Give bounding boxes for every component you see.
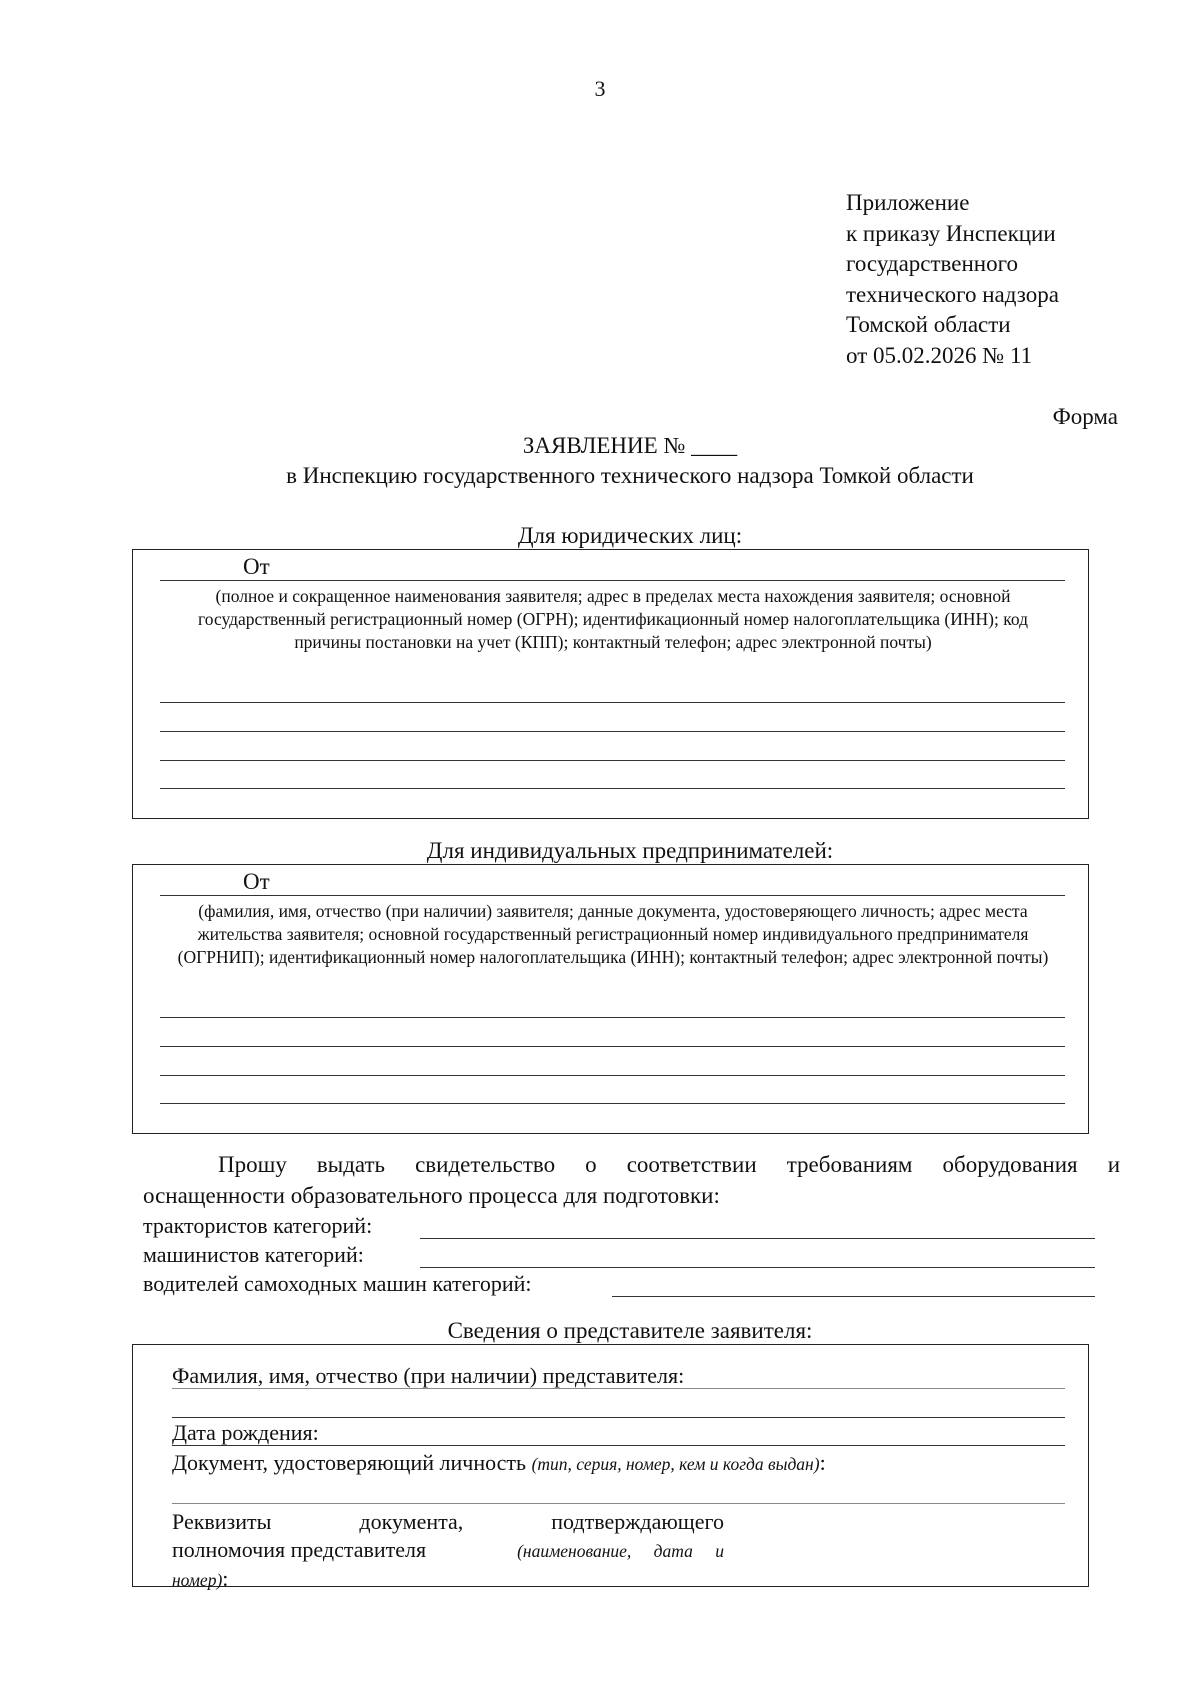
birth-date-field[interactable] (172, 1445, 1065, 1446)
fio-field[interactable] (172, 1388, 1065, 1389)
appendix-line: от 05.02.2026 № 11 (846, 342, 1033, 368)
appendix-line: к приказу Инспекции (846, 220, 1056, 246)
fill-line[interactable] (160, 760, 1065, 761)
request-line-2: оснащенности образовательного процесса для подготовки: (143, 1183, 720, 1208)
representative-box (132, 1344, 1089, 1591)
from-label: От (243, 869, 270, 894)
entrepreneur-box (132, 864, 1089, 1134)
entrepreneur-hint-text: (фамилия, имя, отчество (при наличии) заявителя; данные документа, удостоверяющего личность; адрес места жительства заявителя; основной государственный регистрационный номер индивидуального предпринимателя (ОГРНИП); идентификационный номер налогоплательщика (ИНН); контактный телефон; адрес электронной почты) (177, 901, 1049, 967)
from-line[interactable] (160, 895, 1065, 896)
fill-line[interactable] (160, 788, 1065, 789)
authority-document-hint: (наименование, дата и (517, 1541, 724, 1561)
authority-document-hint-end: номер) (172, 1570, 223, 1590)
page-number: 3 (594, 76, 606, 101)
document-title: ЗАЯВЛЕНИЕ № ____ (522, 433, 738, 458)
identity-document-field[interactable] (172, 1503, 1065, 1504)
representative-fio-label: Фамилия, имя, отчество (при наличии) представителя: (172, 1363, 685, 1388)
tractor-drivers-field[interactable] (420, 1238, 1095, 1239)
request-line-1: Прошу выдать свидетельство о соответствии требованиям оборудования и (218, 1152, 1120, 1177)
fill-line[interactable] (160, 702, 1065, 703)
from-line[interactable] (160, 580, 1065, 581)
legal-section-heading: Для юридических лиц: (517, 523, 743, 548)
appendix-line: Приложение (846, 190, 970, 215)
authority-document-text: полномочия представителя (172, 1537, 427, 1562)
appendix-line: технического надзора (846, 281, 1059, 307)
machinists-field[interactable] (420, 1267, 1095, 1268)
identity-document-text: Документ, удостоверяющий личность (172, 1450, 527, 1475)
tractor-drivers-label: трактористов категорий: (143, 1213, 373, 1238)
identity-document-label (172, 1450, 826, 1476)
appendix-line: Томской области (846, 312, 1011, 337)
fill-line[interactable] (160, 1075, 1065, 1076)
form-label: Форма (1052, 404, 1118, 429)
fio-field-continuation[interactable] (172, 1417, 1065, 1418)
appendix-block (846, 188, 1059, 371)
identity-document-colon: : (819, 1450, 826, 1475)
machinists-label: машинистов категорий: (143, 1242, 364, 1267)
authority-document-line-2 (172, 1537, 724, 1563)
fill-line[interactable] (160, 1046, 1065, 1047)
fill-line[interactable] (160, 731, 1065, 732)
authority-document-line-1: Реквизиты документа, подтверждающего (172, 1509, 724, 1534)
document-subtitle: в Инспекцию государственного технического надзора Томкой области (286, 463, 974, 488)
legal-hint-text: (полное и сокращенное наименования заявителя; адрес в пределах места нахождения заявителя; основной государственный регистрационный номер (ОГРН); идентификационный номер налогоплательщика (ИНН); код причины постановки на учет (КПП); контактный телефон; адрес электронной почты) (198, 586, 1028, 652)
birth-date-label: Дата рождения: (172, 1420, 319, 1445)
appendix-line: государственного (846, 251, 1018, 276)
representative-section-heading: Сведения о представителе заявителя: (447, 1318, 813, 1343)
fill-line[interactable] (160, 1017, 1065, 1018)
from-label: От (243, 554, 270, 579)
legal-entity-box (132, 549, 1089, 819)
self-propelled-drivers-label: водителей самоходных машин категорий: (143, 1271, 532, 1296)
fill-line[interactable] (160, 1103, 1065, 1104)
entrepreneur-section-heading: Для индивидуальных предпринимателей: (426, 838, 834, 863)
identity-document-hint: (тип, серия, номер, кем и когда выдан) (531, 1454, 820, 1474)
authority-document-colon: : (222, 1566, 229, 1591)
authority-document-line-3 (172, 1566, 228, 1592)
self-propelled-drivers-field[interactable] (612, 1296, 1095, 1297)
